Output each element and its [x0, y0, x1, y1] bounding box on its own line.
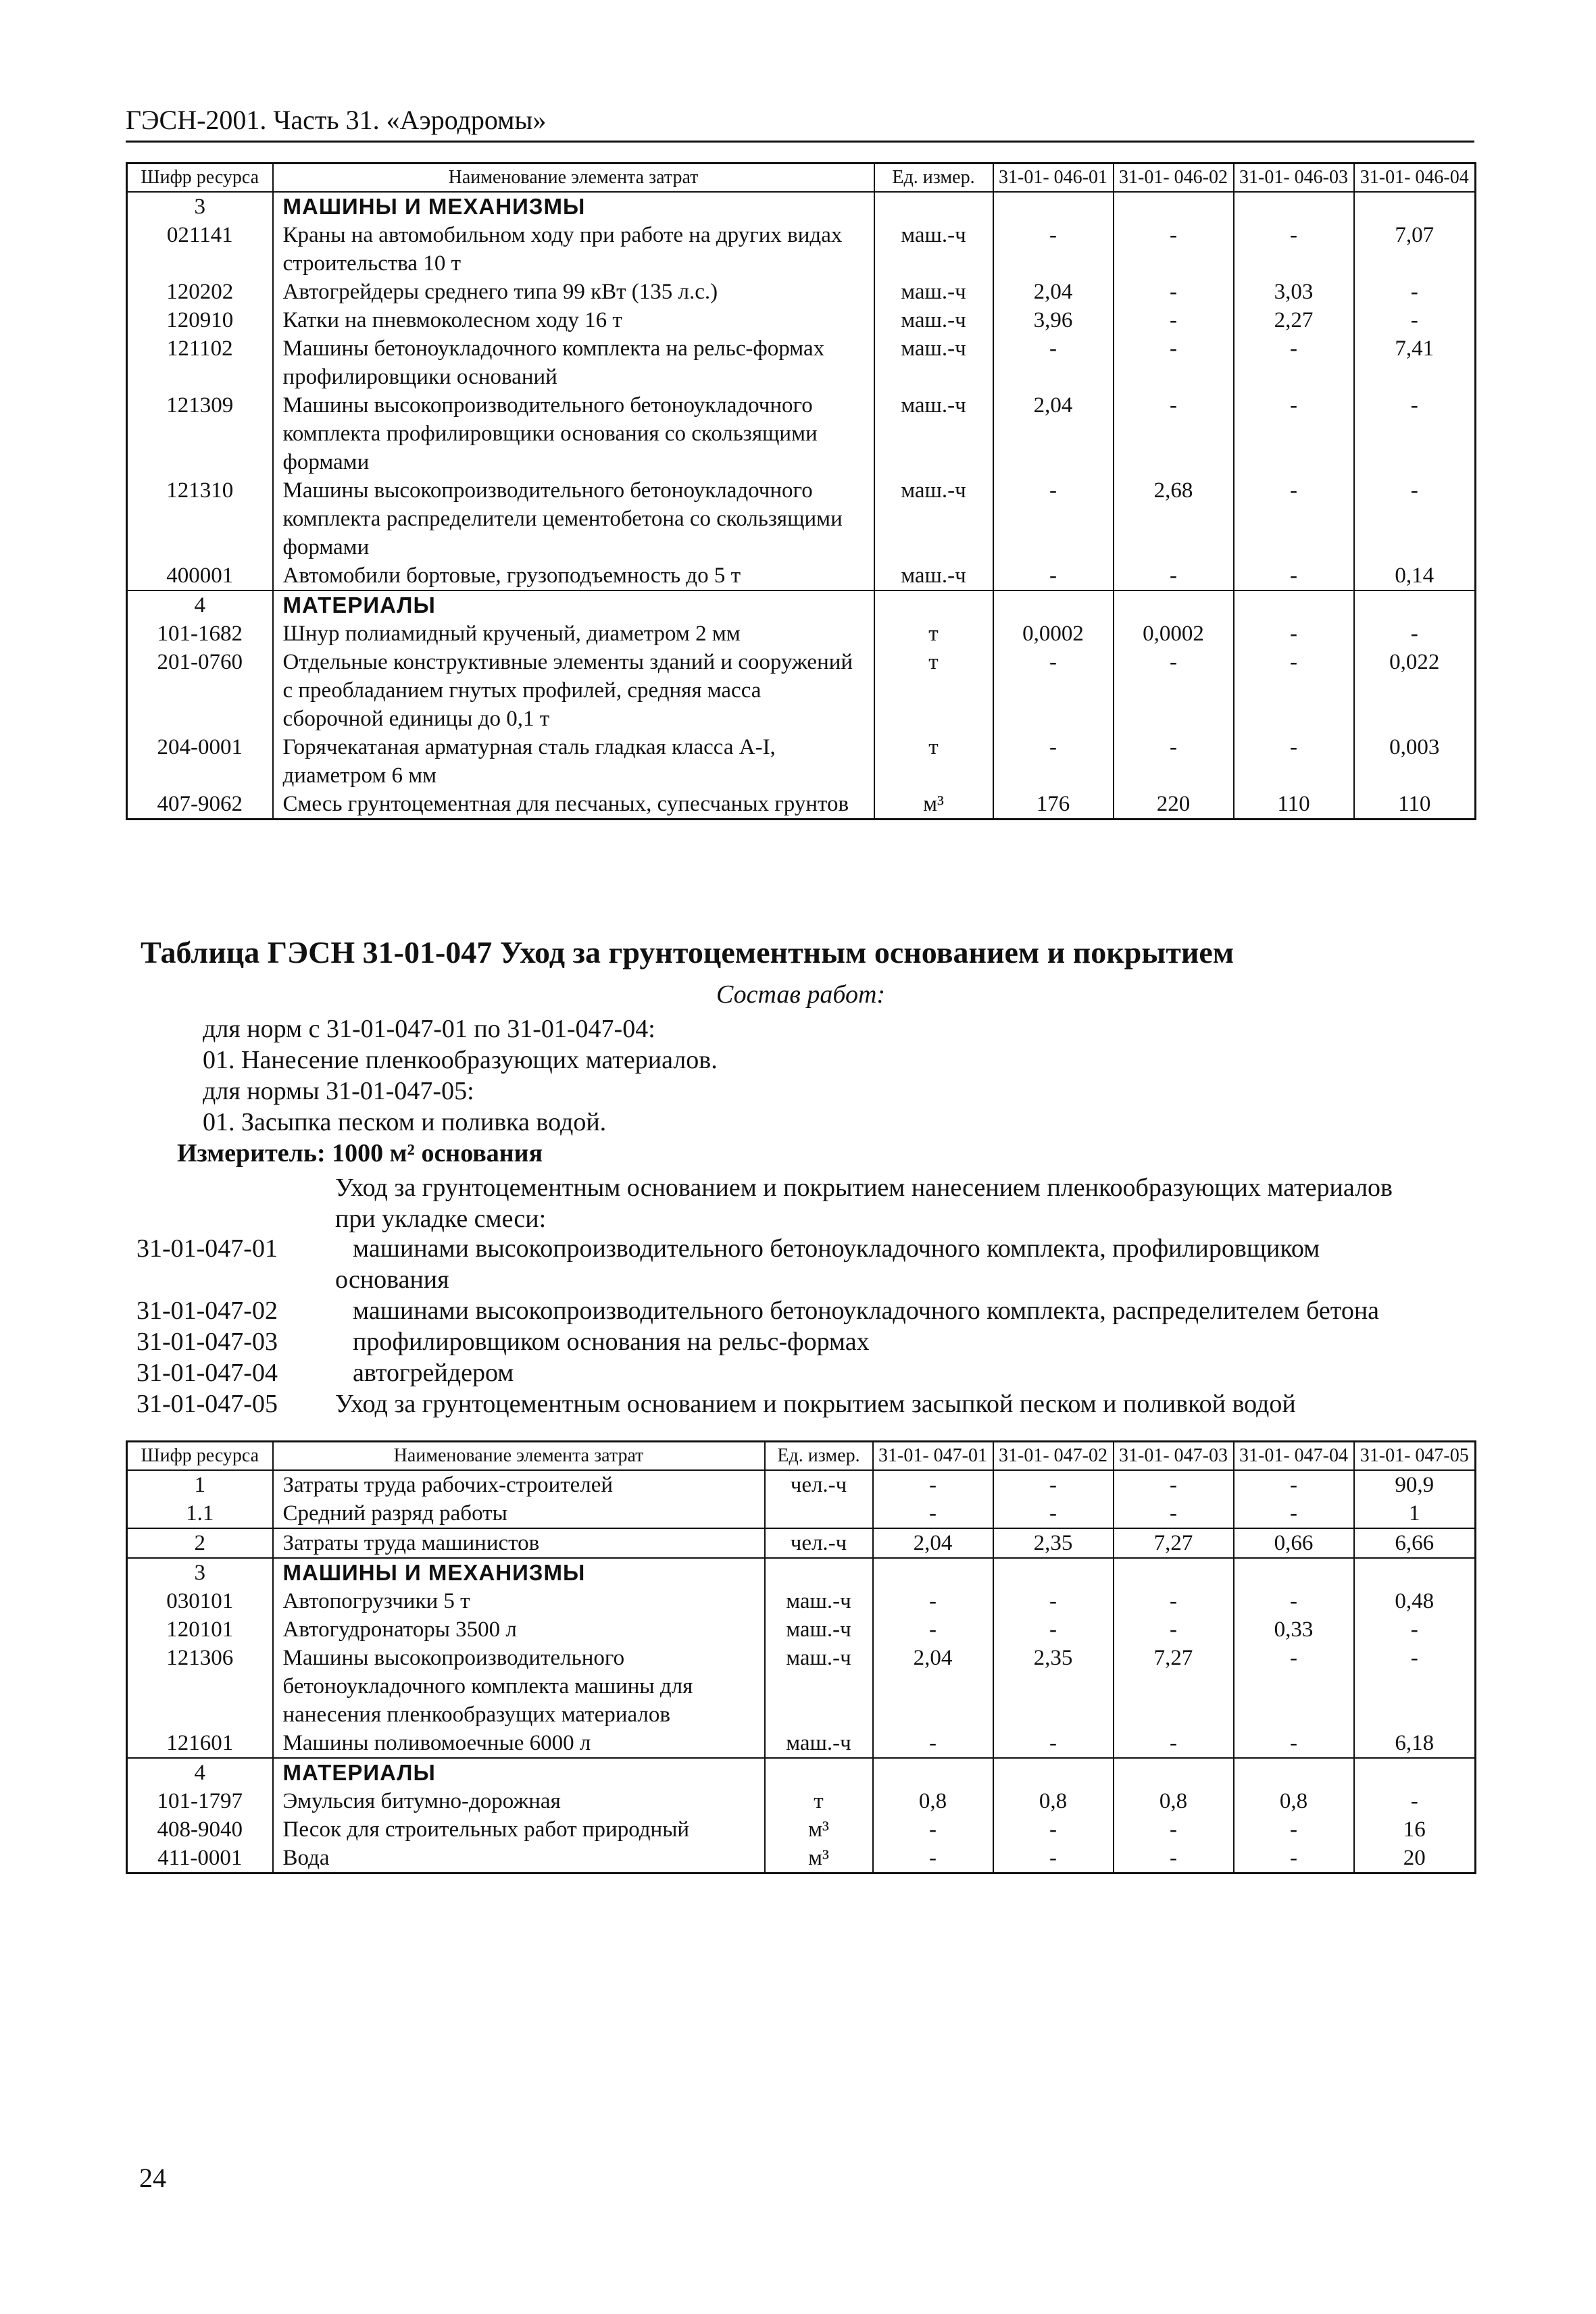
resource-table-047 — [126, 1440, 1476, 1874]
table-row — [127, 334, 1476, 391]
resource-unit: маш.-ч — [765, 1587, 873, 1615]
norm-value: 2,27 — [1234, 306, 1354, 334]
norm-value: - — [993, 561, 1114, 590]
table-row — [127, 476, 1476, 561]
norm-value: 2,04 — [993, 391, 1114, 476]
norm-value: - — [993, 733, 1114, 790]
norm-value: 7,07 — [1354, 221, 1476, 278]
resource-unit: чел.-ч — [765, 1528, 873, 1558]
resource-code: 021141 — [127, 221, 273, 278]
resource-table-046 — [126, 162, 1476, 820]
norm-value — [1354, 192, 1476, 221]
col-header-code: Шифр ресурса — [127, 164, 273, 193]
resource-name: МАШИНЫ И МЕХАНИЗМЫ — [273, 1558, 765, 1587]
norm-value — [1234, 1758, 1354, 1787]
norm-value: 0,8 — [993, 1787, 1114, 1815]
resource-unit — [765, 1558, 873, 1587]
norm-value: 2,35 — [993, 1528, 1114, 1558]
resource-code: 121102 — [127, 334, 273, 391]
norm-value: 220 — [1114, 790, 1234, 820]
norm-value: - — [1234, 476, 1354, 561]
norm-value: - — [1234, 391, 1354, 476]
norm-value: - — [1114, 733, 1234, 790]
norm-description: машинами высокопроизводительного бетоноукладочного комплекта, распределителем бетона — [353, 1297, 1380, 1325]
norm-value: - — [1234, 648, 1354, 733]
resource-code: 1 — [127, 1470, 273, 1499]
norm-value: - — [1234, 1729, 1354, 1758]
norm-value: - — [993, 1844, 1114, 1873]
resource-name: Затраты труда машинистов — [273, 1528, 765, 1558]
resource-unit: т — [765, 1787, 873, 1815]
norm-value: 3,03 — [1234, 278, 1354, 306]
resource-name: Затраты труда рабочих-строителей — [273, 1470, 765, 1499]
norm-value: 0,33 — [1234, 1615, 1354, 1644]
norm-value: 176 — [993, 790, 1114, 820]
norm-value: - — [1354, 391, 1476, 476]
norm-value: - — [1114, 221, 1234, 278]
norm-value: - — [1354, 1787, 1476, 1815]
norm-value: - — [1114, 278, 1234, 306]
col-header-norm-2: 31-01- 047-02 — [993, 1442, 1114, 1471]
norms-intro: Уход за грунтоцементным основанием и покрытием нанесением пленкообразующих материалов при укладке смеси: — [335, 1174, 1393, 1233]
norm-value — [1114, 1558, 1234, 1587]
norm-value — [1354, 1758, 1476, 1787]
norm-item — [136, 1388, 1481, 1419]
norm-value — [1354, 590, 1476, 620]
resource-name: Машины высокопроизводительного бетоноукладочного комплекта машины для нанесения пленкообразущих материалов — [273, 1644, 765, 1729]
resource-code: 3 — [127, 192, 273, 221]
norm-value — [993, 1558, 1114, 1587]
resource-name: Катки на пневмоколесном ходу 16 т — [273, 306, 874, 334]
table-row — [127, 1729, 1476, 1758]
resource-unit: т — [874, 733, 993, 790]
norm-value: - — [1114, 1587, 1234, 1615]
norm-value: - — [873, 1815, 993, 1844]
col-header-norm-5: 31-01- 047-05 — [1354, 1442, 1476, 1471]
norm-code: 31-01-047-03 — [136, 1328, 278, 1356]
norm-value: - — [1114, 334, 1234, 391]
norm-value — [1234, 1558, 1354, 1587]
norm-value: - — [1354, 278, 1476, 306]
norm-value: 6,18 — [1354, 1729, 1476, 1758]
col-header-norm-3: 31-01- 046-03 — [1234, 164, 1354, 193]
norm-value: - — [993, 1470, 1114, 1499]
norm-value: - — [993, 648, 1114, 733]
norm-value — [993, 1758, 1114, 1787]
resource-name: Вода — [273, 1844, 765, 1873]
norm-value: - — [873, 1470, 993, 1499]
norm-value: 20 — [1354, 1844, 1476, 1873]
norm-item — [136, 1357, 1481, 1388]
norm-value: - — [993, 221, 1114, 278]
resource-name: МАТЕРИАЛЫ — [273, 1758, 765, 1787]
norm-value: 0,8 — [873, 1787, 993, 1815]
resource-code: 4 — [127, 1758, 273, 1787]
norm-item — [136, 1295, 1481, 1326]
norm-value: - — [1354, 476, 1476, 561]
resource-code: 400001 — [127, 561, 273, 590]
resource-name: Горячекатаная арматурная сталь гладкая класса А-I, диаметром 6 мм — [273, 733, 874, 790]
scope-line: для нормы 31-01-047-05: — [203, 1077, 474, 1105]
norm-value: - — [1234, 1644, 1354, 1729]
col-header-norm-3: 31-01- 047-03 — [1114, 1442, 1234, 1471]
resource-unit: маш.-ч — [874, 334, 993, 391]
col-header-norm-2: 31-01- 046-02 — [1114, 164, 1234, 193]
norm-value: 6,66 — [1354, 1528, 1476, 1558]
resource-name: МАШИНЫ И МЕХАНИЗМЫ — [273, 192, 874, 221]
norm-value: - — [993, 1815, 1114, 1844]
resource-code: 101-1797 — [127, 1787, 273, 1815]
norm-value: - — [1354, 620, 1476, 648]
resource-unit: маш.-ч — [765, 1729, 873, 1758]
table-row — [127, 1644, 1476, 1729]
norm-value: - — [1114, 561, 1234, 590]
norm-value — [1114, 192, 1234, 221]
norm-value: 0,14 — [1354, 561, 1476, 590]
norm-code: 31-01-047-01 — [136, 1234, 278, 1263]
resource-name: Отдельные конструктивные элементы зданий и сооружений с преобладанием гнутых профилей, средняя масса сборочной единицы до 0,1 т — [273, 648, 874, 733]
norm-value — [1114, 1758, 1234, 1787]
norm-value: - — [1234, 561, 1354, 590]
norm-value: - — [993, 1499, 1114, 1528]
col-header-norm-4: 31-01- 047-04 — [1234, 1442, 1354, 1471]
norm-value: - — [1114, 1470, 1234, 1499]
norm-description: профилировщиком основания на рельс-формах — [353, 1328, 870, 1356]
norm-value: - — [1234, 334, 1354, 391]
norm-value: 7,27 — [1114, 1644, 1234, 1729]
norm-description-continued: основания — [335, 1265, 449, 1294]
norm-value: - — [1234, 221, 1354, 278]
col-header-norm-1: 31-01- 046-01 — [993, 164, 1114, 193]
work-scope — [203, 1013, 718, 1138]
norm-value: - — [1354, 1615, 1476, 1644]
resource-name: Средний разряд работы — [273, 1499, 765, 1528]
table-row — [127, 1528, 1476, 1558]
norm-value: - — [993, 476, 1114, 561]
resource-name: Машины высокопроизводительного бетоноукладочного комплекта профилировщики основания со скользящими формами — [273, 391, 874, 476]
resource-name: Автомобили бортовые, грузоподъемность до 5 т — [273, 561, 874, 590]
resource-unit: маш.-ч — [874, 476, 993, 561]
resource-unit — [765, 1499, 873, 1528]
table-body — [127, 1470, 1476, 1873]
norm-item — [136, 1326, 1481, 1357]
scope-line: 01. Нанесение пленкообразующих материалов. — [203, 1046, 718, 1074]
col-header-name: Наименование элемента затрат — [273, 164, 874, 193]
norm-value — [993, 192, 1114, 221]
resource-code: 121309 — [127, 391, 273, 476]
norm-value: - — [873, 1844, 993, 1873]
norm-value: 2,04 — [873, 1644, 993, 1729]
norm-value: 0,022 — [1354, 648, 1476, 733]
table-row — [127, 1499, 1476, 1528]
norm-value: 7,27 — [1114, 1528, 1234, 1558]
norm-item — [136, 1233, 1481, 1295]
norm-value: - — [873, 1615, 993, 1644]
norm-code: 31-01-047-02 — [136, 1297, 278, 1325]
table-row — [127, 221, 1476, 278]
norm-value: 0,48 — [1354, 1587, 1476, 1615]
resource-unit: м³ — [765, 1815, 873, 1844]
col-header-unit: Ед. измер. — [874, 164, 993, 193]
norm-value: 2,35 — [993, 1644, 1114, 1729]
resource-name: Шнур полиамидный крученый, диаметром 2 мм — [273, 620, 874, 648]
resource-code: 407-9062 — [127, 790, 273, 820]
norm-value: - — [1114, 648, 1234, 733]
norms-list — [136, 1233, 1481, 1419]
table-section-row — [127, 192, 1476, 221]
table-row — [127, 790, 1476, 820]
norm-value: - — [1234, 1844, 1354, 1873]
resource-code: 3 — [127, 1558, 273, 1587]
norm-value: - — [1234, 1499, 1354, 1528]
norm-description: автогрейдером — [353, 1359, 514, 1387]
table-body — [127, 192, 1476, 820]
table-section-row — [127, 590, 1476, 620]
resource-unit: маш.-ч — [874, 221, 993, 278]
resource-unit: маш.-ч — [874, 391, 993, 476]
norm-value: - — [1234, 1470, 1354, 1499]
col-header-norm-1: 31-01- 047-01 — [873, 1442, 993, 1471]
norm-value: - — [1114, 1844, 1234, 1873]
table-header-row — [127, 164, 1476, 193]
table-section-row — [127, 1758, 1476, 1787]
norm-value: - — [1114, 1499, 1234, 1528]
table-section-row — [127, 1558, 1476, 1587]
norm-value: - — [1114, 306, 1234, 334]
norm-value: - — [993, 1729, 1114, 1758]
resource-name: Автогудронаторы 3500 л — [273, 1615, 765, 1644]
resource-code: 121306 — [127, 1644, 273, 1729]
norm-value: - — [1114, 1615, 1234, 1644]
norm-value: - — [1114, 1729, 1234, 1758]
norm-value: 0,0002 — [993, 620, 1114, 648]
resource-name: Эмульсия битумно-дорожная — [273, 1787, 765, 1815]
table-row — [127, 1815, 1476, 1844]
norm-code: 31-01-047-05 — [136, 1390, 278, 1418]
norm-value — [1234, 192, 1354, 221]
table-row — [127, 1587, 1476, 1615]
resource-code: 1.1 — [127, 1499, 273, 1528]
resource-code: 204-0001 — [127, 733, 273, 790]
resource-code: 2 — [127, 1528, 273, 1558]
resource-unit: чел.-ч — [765, 1470, 873, 1499]
norm-value: 16 — [1354, 1815, 1476, 1844]
resource-code: 120202 — [127, 278, 273, 306]
resource-name: Машины бетоноукладочного комплекта на рельс-формах профилировщики оснований — [273, 334, 874, 391]
table-row — [127, 1470, 1476, 1499]
norm-value: - — [1114, 391, 1234, 476]
norm-value: 90,9 — [1354, 1470, 1476, 1499]
norm-code: 31-01-047-04 — [136, 1359, 278, 1387]
table-header-row — [127, 1442, 1476, 1471]
col-header-unit: Ед. измер. — [765, 1442, 873, 1471]
resource-code: 101-1682 — [127, 620, 273, 648]
resource-unit: маш.-ч — [874, 306, 993, 334]
norm-value: - — [873, 1587, 993, 1615]
norm-description — [335, 1233, 1481, 1295]
col-header-code: Шифр ресурса — [127, 1442, 273, 1471]
norm-value — [873, 1758, 993, 1787]
resource-code: 120910 — [127, 306, 273, 334]
resource-unit: т — [874, 620, 993, 648]
table-row — [127, 620, 1476, 648]
norm-value: - — [873, 1499, 993, 1528]
norm-value — [1354, 1558, 1476, 1587]
norm-value: 0,8 — [1114, 1787, 1234, 1815]
table-row — [127, 391, 1476, 476]
scope-line: 01. Засыпка песком и поливка водой. — [203, 1108, 607, 1136]
norm-value: - — [1234, 620, 1354, 648]
resource-code: 411-0001 — [127, 1844, 273, 1873]
norm-value: 0,8 — [1234, 1787, 1354, 1815]
page-header — [126, 101, 1474, 143]
norm-value — [993, 590, 1114, 620]
norm-value: 1 — [1354, 1499, 1476, 1528]
page-number: 24 — [139, 2163, 166, 2193]
table-row — [127, 1844, 1476, 1873]
norm-value: - — [993, 1615, 1114, 1644]
resource-unit: т — [874, 648, 993, 733]
norm-value: - — [1354, 306, 1476, 334]
resource-unit: маш.-ч — [765, 1615, 873, 1644]
table-row — [127, 306, 1476, 334]
measure-unit: Измеритель: 1000 м² основания — [177, 1139, 543, 1167]
resource-code: 201-0760 — [127, 648, 273, 733]
table-row — [127, 733, 1476, 790]
norm-value: 2,04 — [993, 278, 1114, 306]
norm-value: 0,66 — [1234, 1528, 1354, 1558]
norm-value: 110 — [1354, 790, 1476, 820]
resource-name: Автопогрузчики 5 т — [273, 1587, 765, 1615]
norm-value: 110 — [1234, 790, 1354, 820]
norm-description-text: машинами высокопроизводительного бетоноукладочного комплекта, профилировщиком — [353, 1234, 1320, 1263]
resource-unit: м³ — [765, 1844, 873, 1873]
norm-value: - — [1234, 1815, 1354, 1844]
resource-name: МАТЕРИАЛЫ — [273, 590, 874, 620]
resource-unit: м³ — [874, 790, 993, 820]
col-header-name: Наименование элемента затрат — [273, 1442, 765, 1471]
col-header-norm-4: 31-01- 046-04 — [1354, 164, 1476, 193]
resource-code: 030101 — [127, 1587, 273, 1615]
norm-value — [873, 1558, 993, 1587]
norm-value — [1234, 590, 1354, 620]
resource-unit — [874, 590, 993, 620]
norm-value: - — [993, 1587, 1114, 1615]
resource-unit — [765, 1758, 873, 1787]
resource-name: Песок для строительных работ природный — [273, 1815, 765, 1844]
resource-unit: маш.-ч — [765, 1644, 873, 1729]
norm-value: 0,003 — [1354, 733, 1476, 790]
norm-value: - — [1234, 1587, 1354, 1615]
document-title: ГЭСН-2001. Часть 31. «Аэродромы» — [126, 105, 547, 135]
table-row — [127, 561, 1476, 590]
norm-value: 0,0002 — [1114, 620, 1234, 648]
norm-value: 7,41 — [1354, 334, 1476, 391]
resource-name: Машины поливомоечные 6000 л — [273, 1729, 765, 1758]
table-row — [127, 1615, 1476, 1644]
table-row — [127, 278, 1476, 306]
resource-code: 120101 — [127, 1615, 273, 1644]
resource-code: 4 — [127, 590, 273, 620]
norm-description: Уход за грунтоцементным основанием и покрытием засыпкой песком и поливкой водой — [335, 1390, 1296, 1418]
norm-value: - — [1354, 1644, 1476, 1729]
resource-name: Краны на автомобильном ходу при работе на других видах строительства 10 т — [273, 221, 874, 278]
norm-value: - — [1114, 1815, 1234, 1844]
norm-value: 3,96 — [993, 306, 1114, 334]
table-row — [127, 1787, 1476, 1815]
norm-value — [1114, 590, 1234, 620]
norm-value: 2,04 — [873, 1528, 993, 1558]
resource-name: Автогрейдеры среднего типа 99 кВт (135 л.с.) — [273, 278, 874, 306]
norm-value: 2,68 — [1114, 476, 1234, 561]
resource-name: Машины высокопроизводительного бетоноукладочного комплекта распределители цементобетона со скользящими формами — [273, 476, 874, 561]
composition-label: Состав работ: — [716, 980, 886, 1009]
resource-code: 121310 — [127, 476, 273, 561]
scope-line: для норм с 31-01-047-01 по 31-01-047-04: — [203, 1015, 655, 1043]
resource-unit — [874, 192, 993, 221]
resource-unit: маш.-ч — [874, 561, 993, 590]
resource-name: Смесь грунтоцементная для песчаных, супесчаных грунтов — [273, 790, 874, 820]
section-title: Таблица ГЭСН 31-01-047 Уход за грунтоцементным основанием и покрытием — [141, 935, 1235, 970]
table-row — [127, 648, 1476, 733]
resource-code: 121601 — [127, 1729, 273, 1758]
norm-value: - — [993, 334, 1114, 391]
resource-code: 408-9040 — [127, 1815, 273, 1844]
norm-value: - — [1234, 733, 1354, 790]
resource-unit: маш.-ч — [874, 278, 993, 306]
norm-value: - — [873, 1729, 993, 1758]
